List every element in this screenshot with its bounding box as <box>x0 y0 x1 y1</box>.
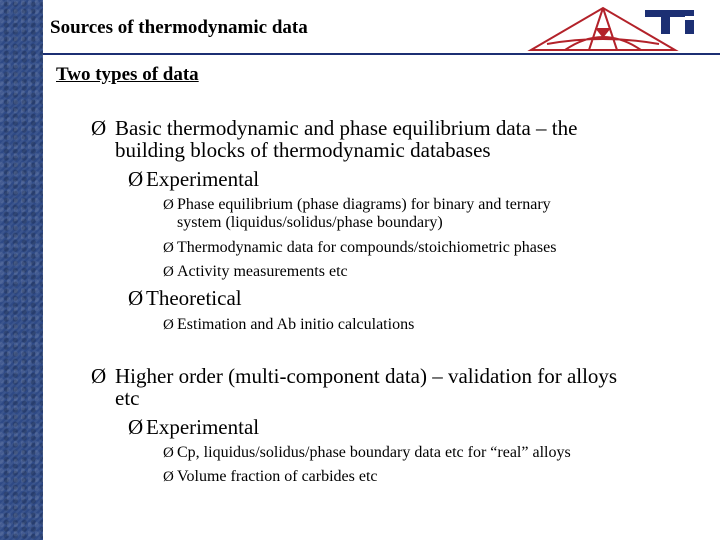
bullet-text: Experimental <box>146 415 260 439</box>
bullet-arrow-icon: Ø <box>163 317 174 333</box>
bullet-higher-order <box>91 365 617 409</box>
bullet-arrow-icon: Ø <box>128 415 144 439</box>
bullet-text: Experimental <box>146 167 260 191</box>
bullet-text-continued: building blocks of thermodynamic databases <box>115 138 491 162</box>
header-divider <box>43 53 720 55</box>
bullet-basic-data <box>91 117 577 161</box>
bullet-arrow-icon: Ø <box>163 197 174 213</box>
subheading: Two types of data <box>56 64 199 85</box>
bullet-text: Basic thermodynamic and phase equilibrium data – the <box>115 116 578 140</box>
ti-logo-icon <box>645 10 694 34</box>
bullet-activity <box>163 263 348 281</box>
bullet-arrow-icon: Ø <box>163 240 174 256</box>
bullet-experimental <box>128 168 259 190</box>
bullet-arrow-icon: Ø <box>128 167 144 191</box>
bullet-estimation <box>163 316 414 334</box>
bullet-cp <box>163 444 571 462</box>
bullet-text: Estimation and Ab initio calculations <box>177 316 415 333</box>
bullet-experimental-2 <box>128 416 259 438</box>
bullet-volume-fraction <box>163 468 378 486</box>
bullet-text: Thermodynamic data for compounds/stoichiometric phases <box>177 239 557 256</box>
bullet-theoretical <box>128 287 242 309</box>
bullet-arrow-icon: Ø <box>128 286 144 310</box>
bullet-text: Cp, liquidus/solidus/phase boundary data etc for “real” alloys <box>177 444 571 461</box>
sidebar-decoration <box>0 0 43 540</box>
bullet-arrow-icon: Ø <box>163 264 174 280</box>
bullet-text: Theoretical <box>146 286 242 310</box>
bullet-text: Higher order (multi-component data) – validation for alloys <box>115 364 618 388</box>
bullet-text: Volume fraction of carbides etc <box>177 468 378 485</box>
bullet-text: Activity measurements etc <box>177 263 348 280</box>
bullet-arrow-icon: Ø <box>163 469 174 485</box>
bullet-arrow-icon: Ø <box>163 445 174 461</box>
bullet-phase-equilibrium <box>163 196 551 232</box>
bullet-text: Phase equilibrium (phase diagrams) for binary and ternary <box>177 196 551 213</box>
company-logo <box>525 4 715 54</box>
bullet-text-continued: system (liquidus/solidus/phase boundary) <box>177 214 443 231</box>
page-title: Sources of thermodynamic data <box>50 17 308 38</box>
bullet-text-continued: etc <box>115 386 140 410</box>
bullet-thermo-compounds <box>163 239 556 257</box>
bullet-arrow-icon: Ø <box>91 364 107 388</box>
bullet-arrow-icon: Ø <box>91 116 107 140</box>
